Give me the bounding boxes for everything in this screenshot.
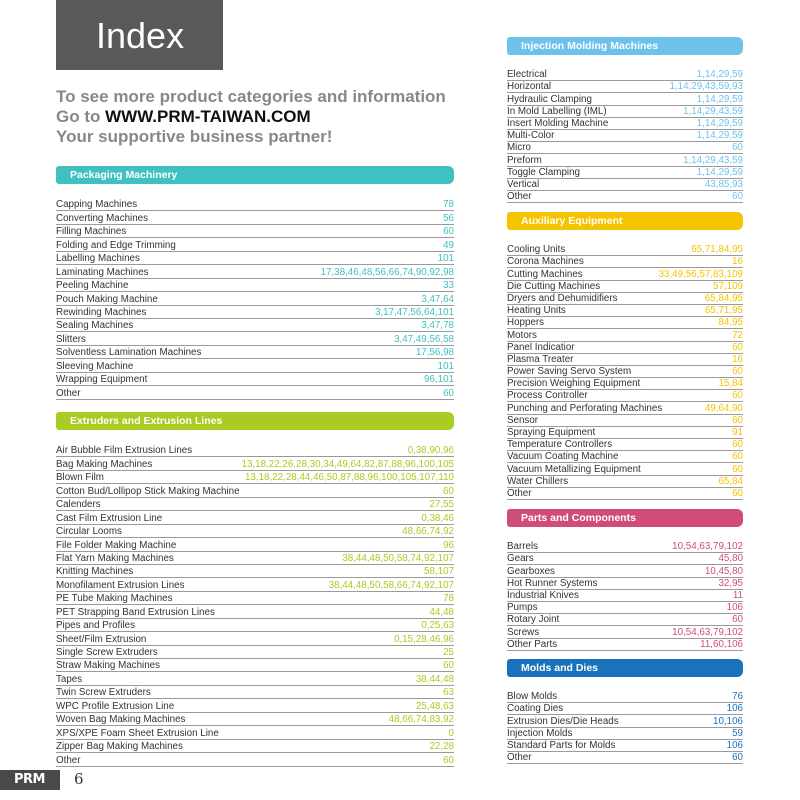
- index-row: [507, 342, 743, 354]
- index-row: [507, 488, 743, 500]
- index-row: [56, 471, 454, 484]
- website-link[interactable]: WWW.PRM-TAIWAN.COM: [105, 107, 311, 126]
- entry-label: Rotary Joint: [507, 614, 560, 626]
- entry-label: Preform: [507, 154, 542, 166]
- logo-text: PRM: [14, 772, 45, 787]
- entry-label: Hoppers: [507, 317, 545, 329]
- entry-pages: 57,109: [713, 280, 743, 292]
- entry-label: Temperature Controllers: [507, 439, 613, 451]
- entry-pages: 60: [443, 660, 454, 672]
- section-header-auxiliary: Auxiliary Equipment: [507, 212, 743, 230]
- page-title: Index: [96, 15, 185, 56]
- index-row: [507, 476, 743, 488]
- entry-label: WPC Profile Extrusion Line: [56, 700, 175, 712]
- entry-pages: 38,44,48: [415, 673, 454, 685]
- entry-pages: 60: [732, 390, 743, 402]
- index-row: [507, 142, 743, 154]
- intro-text: [56, 87, 466, 147]
- index-row: [56, 319, 454, 332]
- entry-pages: 38,44,48,50,58,74,92,107: [342, 552, 454, 564]
- index-row: [56, 672, 454, 685]
- entry-pages: 60: [732, 366, 743, 378]
- entry-label: Hydraulic Clamping: [507, 93, 592, 105]
- entry-pages: 11: [732, 589, 743, 601]
- index-row: [56, 686, 454, 699]
- entry-pages: 101: [437, 253, 454, 265]
- entry-pages: 84,95: [718, 317, 743, 329]
- entry-label: Standard Parts for Molds: [507, 739, 616, 751]
- entry-label: Dryers and Dehumidifiers: [507, 292, 618, 304]
- section-header-molds: Molds and Dies: [507, 659, 743, 677]
- index-row: [56, 552, 454, 565]
- intro-line-1: To see more product categories and information: [56, 87, 446, 106]
- entry-pages: 15,84: [718, 378, 743, 390]
- index-row: [507, 691, 743, 703]
- entry-label: Hot Runner Systems: [507, 577, 598, 589]
- entry-pages: 60: [732, 341, 743, 353]
- entry-label: Filling Machines: [56, 226, 127, 238]
- index-row: [507, 578, 743, 590]
- entry-pages: 22,28: [429, 741, 454, 753]
- section-rows: [507, 691, 743, 764]
- index-row: [56, 632, 454, 645]
- entry-label: Bag Making Machines: [56, 458, 153, 470]
- entry-pages: 65,84: [718, 475, 743, 487]
- index-row: [56, 713, 454, 726]
- entry-pages: 38,44,48,50,58,66,74,92,107: [328, 579, 454, 591]
- index-row: [56, 511, 454, 524]
- index-row: [507, 118, 743, 130]
- entry-label: Screws: [507, 626, 540, 638]
- index-row: [507, 626, 743, 638]
- index-row: [507, 752, 743, 764]
- index-row: [507, 354, 743, 366]
- entry-label: Knitting Machines: [56, 566, 134, 578]
- index-row: [56, 525, 454, 538]
- entry-label: Zipper Bag Making Machines: [56, 741, 183, 753]
- entry-pages: 0,25,63: [421, 620, 454, 632]
- index-row: [507, 106, 743, 118]
- entry-label: Vacuum Metallizing Equipment: [507, 463, 641, 475]
- index-row: [507, 329, 743, 341]
- section-auxiliary: [507, 212, 743, 500]
- index-row: [56, 498, 454, 511]
- index-row: [56, 386, 454, 399]
- entry-pages: 106: [726, 739, 743, 751]
- index-row: [56, 359, 454, 372]
- index-row: [56, 619, 454, 632]
- entry-label: Wrapping Equipment: [56, 374, 148, 386]
- entry-pages: 0,38,90,96: [407, 445, 454, 457]
- entry-label: Heating Units: [507, 305, 566, 317]
- entry-pages: 3,47,49,56,58: [394, 333, 454, 345]
- index-row: [507, 244, 743, 256]
- index-row: [507, 81, 743, 93]
- index-row: [56, 726, 454, 739]
- entry-label: XPS/XPE Foam Sheet Extrusion Line: [56, 727, 219, 739]
- entry-label: Straw Making Machines: [56, 660, 160, 672]
- entry-label: Rewinding Machines: [56, 306, 147, 318]
- entry-pages: 72: [732, 329, 743, 341]
- section-rows: [507, 244, 743, 500]
- index-row: [507, 703, 743, 715]
- index-row: [507, 402, 743, 414]
- entry-pages: 60: [732, 142, 743, 154]
- entry-label: Laminating Machines: [56, 266, 149, 278]
- section-rows: [507, 541, 743, 651]
- intro-line-3: Your supportive business partner!: [56, 127, 333, 146]
- entry-pages: 60: [732, 191, 743, 203]
- index-row: [56, 306, 454, 319]
- entry-pages: 3,17,47,56,64,101: [375, 306, 454, 318]
- entry-pages: 1,14,29,43,59,93: [669, 81, 743, 93]
- index-row: [56, 565, 454, 578]
- entry-pages: 1,14,29,43,59: [683, 105, 743, 117]
- index-row: [507, 740, 743, 752]
- entry-pages: 106: [726, 602, 743, 614]
- entry-label: Insert Molding Machine: [507, 117, 609, 129]
- index-row: [507, 69, 743, 81]
- entry-pages: 25,48,63: [415, 700, 454, 712]
- index-row: [56, 346, 454, 359]
- title-box: [56, 0, 223, 70]
- entry-label: Spraying Equipment: [507, 427, 596, 438]
- section-parts: [507, 509, 743, 651]
- entry-pages: 45,80: [718, 553, 743, 565]
- entry-label: Gears: [507, 553, 534, 565]
- entry-label: Solventless Lamination Machines: [56, 347, 202, 359]
- entry-label: Power Saving Servo System: [507, 366, 632, 378]
- entry-pages: 1,14,29,59: [696, 117, 743, 129]
- entry-pages: 60: [732, 463, 743, 475]
- index-row: [56, 225, 454, 238]
- index-row: [507, 281, 743, 293]
- index-row: [56, 699, 454, 712]
- index-row: [56, 444, 454, 457]
- entry-pages: 60: [443, 226, 454, 238]
- entry-label: Folding and Edge Trimming: [56, 239, 176, 251]
- entry-pages: 1,14,29,59: [696, 93, 743, 105]
- index-row: [507, 639, 743, 651]
- entry-pages: 63: [443, 687, 454, 699]
- index-row: [56, 740, 454, 753]
- index-row: [507, 614, 743, 626]
- index-row: [56, 252, 454, 265]
- entry-pages: 10,54,63,79,102: [672, 541, 743, 553]
- entry-label: Industrial Knives: [507, 589, 579, 601]
- entry-pages: 60: [732, 439, 743, 451]
- index-row: [56, 238, 454, 251]
- entry-pages: 91: [732, 427, 743, 438]
- entry-label: Single Screw Extruders: [56, 647, 158, 658]
- entry-pages: 0,38,46: [421, 512, 454, 524]
- entry-label: Tapes: [56, 673, 83, 685]
- entry-pages: 60: [443, 485, 454, 497]
- entry-label: Precision Weighing Equipment: [507, 378, 641, 390]
- entry-pages: 1,14,29,59: [696, 130, 743, 142]
- entry-label: Other: [56, 754, 81, 766]
- entry-pages: 27,55: [429, 499, 454, 511]
- entry-label: Panel Indicatior: [507, 341, 575, 353]
- section-rows: [507, 69, 743, 203]
- index-row: [56, 578, 454, 591]
- entry-label: Slitters: [56, 333, 86, 345]
- index-row: [56, 198, 454, 211]
- index-row: [507, 565, 743, 577]
- entry-label: PE Tube Making Machines: [56, 593, 173, 605]
- page-number: 6: [74, 770, 84, 788]
- entry-pages: 65,84,95: [704, 292, 743, 304]
- index-row: [507, 130, 743, 142]
- index-row: [507, 728, 743, 740]
- entry-pages: 33: [443, 280, 454, 292]
- index-row: [507, 317, 743, 329]
- entry-label: Injection Molds: [507, 727, 573, 739]
- index-row: [507, 451, 743, 463]
- index-row: [507, 415, 743, 427]
- section-molds: [507, 659, 743, 764]
- entry-pages: 96,101: [424, 374, 454, 386]
- entry-label: Coating Dies: [507, 703, 564, 715]
- section-header-injection: Injection Molding Machines: [507, 37, 743, 55]
- entry-pages: 60: [732, 752, 743, 764]
- section-rows: [56, 198, 454, 400]
- section-rows: [56, 444, 454, 767]
- index-row: [56, 265, 454, 278]
- entry-pages: 65,71,95: [704, 305, 743, 317]
- index-row: [507, 378, 743, 390]
- entry-label: Die Cutting Machines: [507, 280, 601, 292]
- index-row: [56, 292, 454, 305]
- section-injection: [507, 37, 743, 203]
- entry-label: Pumps: [507, 602, 538, 614]
- entry-label: Barrels: [507, 541, 539, 553]
- entry-label: Gearboxes: [507, 565, 555, 577]
- entry-label: Woven Bag Making Machines: [56, 714, 186, 726]
- prm-logo: [0, 770, 60, 790]
- entry-label: Cast Film Extrusion Line: [56, 512, 163, 524]
- entry-pages: 10,54,63,79,102: [672, 626, 743, 638]
- entry-label: Labelling Machines: [56, 253, 140, 265]
- index-row: [56, 538, 454, 551]
- index-row: [507, 463, 743, 475]
- entry-pages: 17,38,46,48,56,66,74,90,92,98: [320, 266, 454, 278]
- entry-pages: 76: [732, 691, 743, 703]
- entry-label: Cutting Machines: [507, 268, 583, 280]
- entry-label: Corona Machines: [507, 256, 584, 268]
- entry-label: Electrical: [507, 69, 547, 81]
- index-row: [507, 590, 743, 602]
- entry-label: Blown Film: [56, 472, 104, 484]
- entry-label: Process Controller: [507, 390, 588, 402]
- entry-label: Vertical: [507, 178, 540, 190]
- index-row: [56, 332, 454, 345]
- intro-line-2: [56, 107, 466, 127]
- index-row: [56, 605, 454, 618]
- entry-label: Twin Screw Extruders: [56, 687, 151, 699]
- index-row: [56, 484, 454, 497]
- entry-pages: 25: [443, 647, 454, 658]
- entry-label: Toggle Clamping: [507, 166, 580, 178]
- entry-label: Cotton Bud/Lollipop Stick Making Machine: [56, 485, 240, 497]
- index-row: [56, 373, 454, 386]
- entry-label: Other: [507, 191, 532, 203]
- entry-pages: 58,107: [424, 566, 454, 578]
- index-row: [56, 592, 454, 605]
- entry-pages: 0: [448, 727, 454, 739]
- index-row: [507, 293, 743, 305]
- index-row: [56, 457, 454, 470]
- entry-pages: 60: [443, 754, 454, 766]
- entry-label: Monofilament Extrusion Lines: [56, 579, 185, 591]
- entry-label: Calenders: [56, 499, 101, 511]
- entry-pages: 78: [443, 199, 454, 211]
- entry-label: Other: [507, 487, 532, 499]
- entry-label: Plasma Treater: [507, 353, 574, 365]
- entry-pages: 1,14,29,59: [696, 166, 743, 178]
- section-header-parts: Parts and Components: [507, 509, 743, 527]
- entry-pages: 60: [443, 387, 454, 399]
- index-row: [507, 366, 743, 378]
- entry-pages: 16: [732, 353, 743, 365]
- entry-pages: 33,49,56,57,83,109: [658, 268, 743, 280]
- entry-pages: 49: [443, 239, 454, 251]
- entry-label: Water Chillers: [507, 475, 569, 487]
- entry-label: Pouch Making Machine: [56, 293, 158, 305]
- entry-pages: 13,18,22,28,44,46,50,87,88,96,100,105,107,110: [244, 472, 454, 484]
- entry-label: Multi-Color: [507, 130, 555, 142]
- entry-pages: 106: [726, 703, 743, 715]
- entry-pages: 44,48: [429, 606, 454, 618]
- entry-label: Circular Looms: [56, 526, 122, 538]
- entry-label: Other: [56, 387, 81, 399]
- index-row: [507, 256, 743, 268]
- entry-label: Micro: [507, 142, 531, 154]
- entry-pages: 48,66,74,92: [402, 526, 454, 538]
- entry-label: Pipes and Profiles: [56, 620, 135, 632]
- entry-pages: 11,60,106: [700, 638, 743, 650]
- index-row: [507, 93, 743, 105]
- entry-pages: 3,47,64: [421, 293, 454, 305]
- entry-pages: 32,95: [718, 577, 743, 589]
- section-packaging: [56, 166, 454, 400]
- entry-label: File Folder Making Machine: [56, 539, 177, 551]
- entry-pages: 96: [443, 539, 454, 551]
- entry-pages: 10,45,80: [704, 565, 743, 577]
- entry-pages: 60: [732, 451, 743, 463]
- index-row: [507, 191, 743, 203]
- index-row: [56, 753, 454, 766]
- entry-label: Sheet/Film Extrusion: [56, 633, 147, 645]
- index-row: [56, 279, 454, 292]
- entry-label: Blow Molds: [507, 691, 558, 703]
- index-row: [507, 305, 743, 317]
- entry-label: Extrusion Dies/Die Heads: [507, 715, 619, 727]
- entry-label: Cooling Units: [507, 244, 566, 256]
- section-extruders: [56, 412, 454, 767]
- intro-goto: Go to: [56, 107, 106, 126]
- index-row: [56, 211, 454, 224]
- entry-pages: 78: [443, 593, 454, 605]
- entry-pages: 60: [732, 414, 743, 426]
- entry-pages: 65,71,84,95: [691, 244, 743, 256]
- entry-label: Other: [507, 752, 532, 764]
- index-row: [507, 268, 743, 280]
- entry-label: Flat Yarn Making Machines: [56, 552, 174, 564]
- entry-label: Converting Machines: [56, 212, 149, 224]
- index-row: [507, 541, 743, 553]
- section-header-extruders: Extruders and Extrusion Lines: [56, 412, 454, 430]
- entry-label: Peeling Machine: [56, 280, 129, 292]
- index-row: [56, 659, 454, 672]
- index-row: [507, 602, 743, 614]
- index-row: [507, 715, 743, 727]
- entry-pages: 17,56,98: [415, 347, 454, 359]
- entry-pages: 56: [443, 212, 454, 224]
- entry-pages: 0,15,28,46,96: [394, 633, 454, 645]
- entry-pages: 1,14,29,59: [696, 69, 743, 81]
- entry-label: Horizontal: [507, 81, 552, 93]
- entry-label: Air Bubble Film Extrusion Lines: [56, 445, 193, 457]
- entry-label: Sleeving Machine: [56, 360, 134, 372]
- entry-pages: 1,14,29,43,59: [683, 154, 743, 166]
- index-row: [507, 439, 743, 451]
- entry-pages: 3,47,78: [421, 320, 454, 332]
- entry-label: Other Parts: [507, 638, 558, 650]
- entry-label: PET Strapping Band Extrusion Lines: [56, 606, 215, 618]
- entry-label: Sealing Machines: [56, 320, 134, 332]
- entry-label: Vacuum Coating Machine: [507, 451, 619, 463]
- index-row: [507, 427, 743, 439]
- entry-pages: 10,106: [713, 715, 743, 727]
- entry-label: Motors: [507, 329, 537, 341]
- entry-pages: 60: [732, 487, 743, 499]
- index-row: [507, 179, 743, 191]
- index-row: [507, 390, 743, 402]
- entry-pages: 48,66,74,83,92: [388, 714, 454, 726]
- entry-pages: 60: [732, 614, 743, 626]
- entry-label: Punching and Perforating Machines: [507, 402, 663, 414]
- entry-pages: 49,64,90: [704, 402, 743, 414]
- index-row: [507, 154, 743, 166]
- entry-pages: 16: [732, 256, 743, 268]
- entry-label: In Mold Labelling (IML): [507, 105, 607, 117]
- entry-pages: 13,18,22,26,28,30,34,49,64,82,87,88,96,100,105: [241, 458, 454, 470]
- section-header-packaging: Packaging Machinery: [56, 166, 454, 184]
- entry-label: Capping Machines: [56, 199, 138, 211]
- entry-label: Sensor: [507, 414, 539, 426]
- entry-pages: 59: [732, 727, 743, 739]
- entry-pages: 101: [437, 360, 454, 372]
- index-row: [507, 553, 743, 565]
- index-row: [56, 646, 454, 659]
- entry-pages: 43,85,93: [704, 178, 743, 190]
- index-row: [507, 167, 743, 179]
